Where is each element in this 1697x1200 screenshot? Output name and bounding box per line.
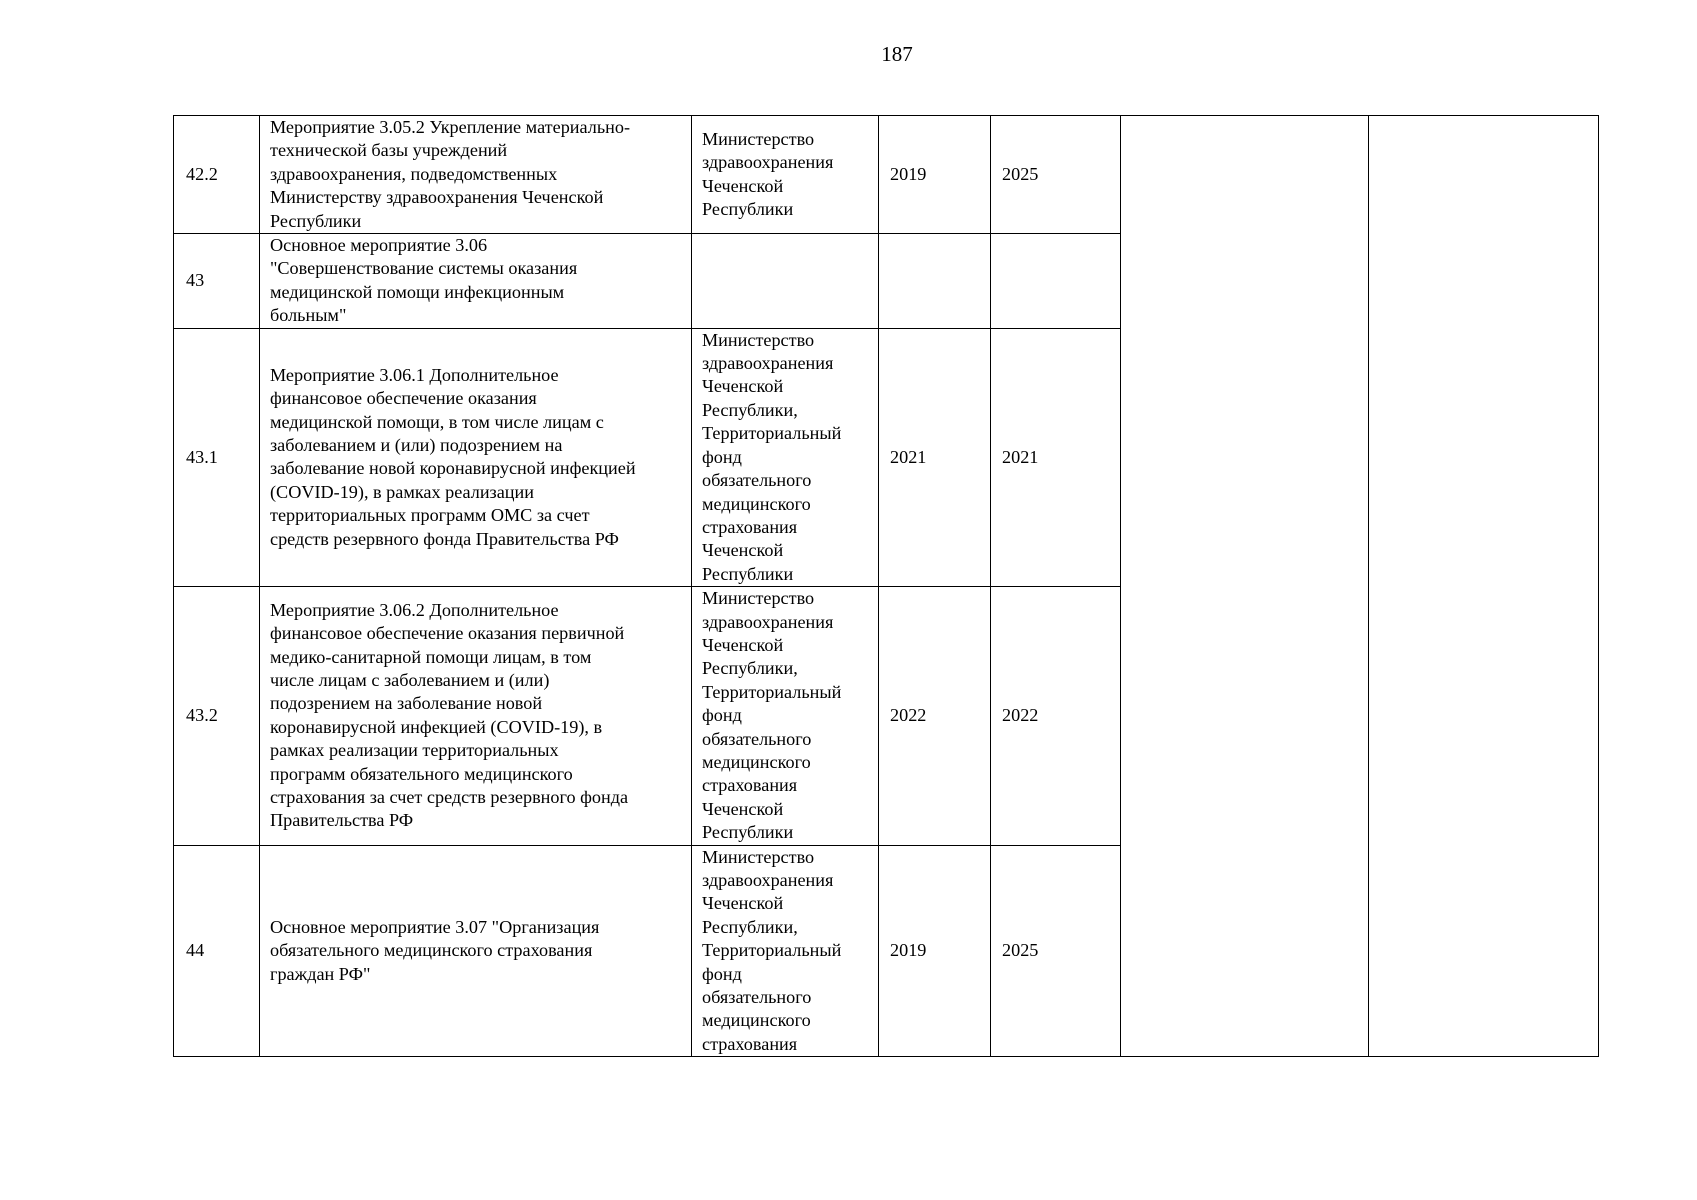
responsible-executor-cell [692,587,879,845]
responsible-executor-cell [692,328,879,586]
row-number-cell [174,234,260,329]
end-year-cell [991,116,1121,234]
start-year: 2022 [890,705,927,726]
start-year: 2021 [890,446,927,467]
row-number-cell [174,845,260,1057]
table-row [174,116,1599,234]
page-number: 187 [881,42,913,66]
start-year-cell [879,328,991,586]
responsible-executor-cell [692,845,879,1057]
measure-description-cell [260,234,692,329]
responsible-executor: Министерство здравоохранения Чеченской Республики, Территориальный фонд обязательного медицинского страхования Чеченской Республики [702,588,842,843]
measure-description: Мероприятие 3.06.1 Дополнительное финансовое обеспечение оказания медицинской помощи, в том числе лицам с заболеванием и (или) подозрением на заболевание новой коронавирусной инфекцией (COVID-19), в рамках реализации территориальных программ ОМС за счет средств резервного фонда Правительства РФ [270,364,636,549]
start-year-cell [879,116,991,234]
measure-description: Основное мероприятие 3.07 "Организация обязательного медицинского страхования граждан РФ" [270,916,600,984]
row-number: 44 [186,940,205,961]
end-year: 2025 [1002,940,1039,961]
end-year-cell [991,234,1121,329]
merged-empty-cell-2 [1369,116,1599,1057]
measure-description-cell [260,845,692,1057]
end-year: 2022 [1002,705,1039,726]
start-year: 2019 [890,940,927,961]
start-year-cell [879,587,991,845]
row-number-cell [174,328,260,586]
row-number-cell [174,587,260,845]
responsible-executor: Министерство здравоохранения Чеченской Республики [702,128,834,219]
merged-empty-cell-1 [1121,116,1369,1057]
measure-description-cell [260,328,692,586]
end-year-cell [991,587,1121,845]
start-year-cell [879,234,991,329]
measure-description: Мероприятие 3.05.2 Укрепление материально- технической базы учреждений здравоохранения, подведомственных Министерству здравоохранения Чеченской Республики [270,117,631,231]
row-number: 43 [186,270,205,291]
measure-description: Мероприятие 3.06.2 Дополнительное финансовое обеспечение оказания первичной медико-санитарной помощи лицам, в том числе лицам с заболеванием и (или) подозрением на заболевание новой коронавирусной инфекцией (COVID-19), в рамках реализации территориальных программ обязательного медицинского страхования за счет средств резервного фонда Правительства РФ [270,599,629,831]
responsible-executor-cell [692,116,879,234]
responsible-executor-cell [692,234,879,329]
end-year-cell [991,845,1121,1057]
start-year: 2019 [890,163,927,184]
responsible-executor: Министерство здравоохранения Чеченской Республики, Территориальный фонд обязательного медицинского страхования [702,846,842,1054]
end-year-cell [991,328,1121,586]
end-year: 2021 [1002,446,1039,467]
program-measures-table [173,115,1599,1057]
row-number: 43.1 [186,446,218,467]
row-number: 42.2 [186,163,218,184]
end-year: 2025 [1002,163,1039,184]
row-number-cell [174,116,260,234]
measure-description: Основное мероприятие 3.06 "Совершенствование системы оказания медицинской помощи инфекционным больным" [270,235,578,326]
responsible-executor: Министерство здравоохранения Чеченской Республики, Территориальный фонд обязательного медицинского страхования Чеченской Республики [702,329,842,584]
row-number: 43.2 [186,705,218,726]
measure-description-cell [260,587,692,845]
measure-description-cell [260,116,692,234]
start-year-cell [879,845,991,1057]
